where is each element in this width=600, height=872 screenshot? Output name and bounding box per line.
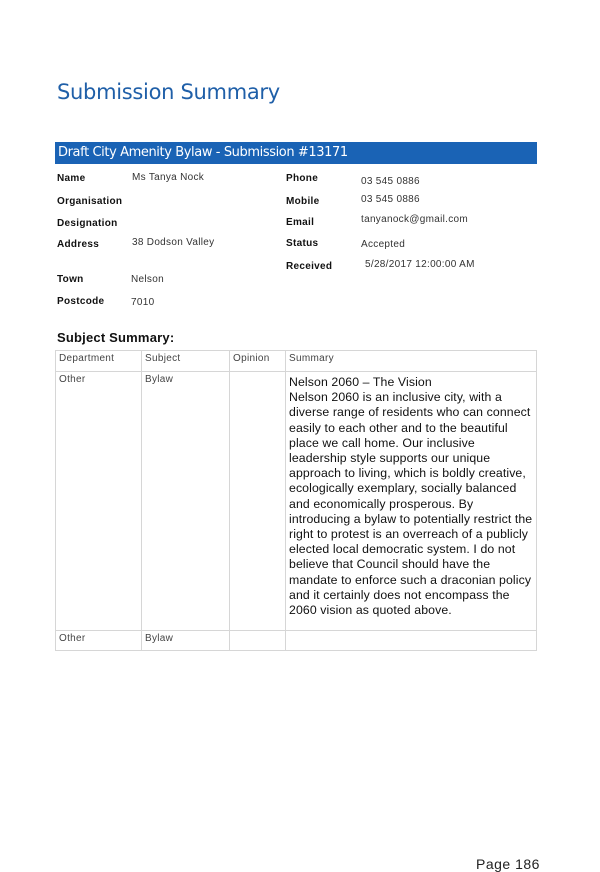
status-value: Accepted [361, 239, 406, 250]
postcode-label: Postcode [57, 296, 105, 307]
submission-header-bar: Draft City Amenity Bylaw - Submission #13171 [55, 142, 537, 164]
department-cell: Other [56, 631, 142, 651]
opinion-cell [230, 372, 286, 631]
summary-cell [286, 372, 537, 631]
mobile-label: Mobile [286, 196, 320, 207]
table-row [56, 631, 537, 651]
subject-cell: Bylaw [142, 372, 230, 631]
summary-cell [286, 631, 537, 651]
received-label: Received [286, 261, 333, 272]
email-value: tanyanock@gmail.com [361, 214, 469, 225]
subject-header: Subject [142, 351, 230, 372]
table-row [56, 372, 537, 631]
email-label: Email [286, 217, 315, 228]
address-value: 38 Dodson Valley [132, 237, 215, 248]
mobile-value: 03 545 0886 [361, 194, 420, 205]
opinion-cell [230, 631, 286, 651]
subject-summary-title: Subject Summary: [57, 330, 175, 345]
page-title: Submission Summary [57, 80, 280, 104]
address-label: Address [57, 239, 100, 250]
received-value: 5/28/2017 12:00:00 AM [365, 259, 475, 270]
town-label: Town [57, 274, 84, 285]
summary-body: Nelson 2060 is an inclusive city, with a diverse range of residents who can connect easily to each other and to the beautiful place we call home. Our inclusive leadership style supports our unique approach to living, which is boldly creative, ecologically exemplary, socially balanced and economically prosperous. By introducing a bylaw to potentially restrict the right to protest is an overreach of a publicly elected local democratic system. I do not believe that Council should have the mandate to enforce such a draconian policy and it certainly does not encompass the 2060 vision as quoted above. [289, 390, 533, 618]
name-label: Name [57, 173, 86, 184]
status-label: Status [286, 238, 319, 249]
name-value: Ms Tanya Nock [132, 172, 205, 183]
organisation-label: Organisation [57, 196, 123, 207]
department-header: Department [56, 351, 142, 372]
subject-cell: Bylaw [142, 631, 230, 651]
summary-heading: Nelson 2060 – The Vision [289, 375, 432, 389]
summary-header: Summary [286, 351, 537, 372]
subject-summary-table [55, 350, 537, 651]
department-cell: Other [56, 372, 142, 631]
town-value: Nelson [131, 274, 164, 285]
phone-value: 03 545 0886 [361, 176, 420, 187]
designation-label: Designation [57, 218, 118, 229]
postcode-value: 7010 [131, 297, 155, 308]
page-number: Page 186 [476, 856, 540, 872]
phone-label: Phone [286, 173, 319, 184]
table-header-row [56, 351, 537, 372]
opinion-header: Opinion [230, 351, 286, 372]
